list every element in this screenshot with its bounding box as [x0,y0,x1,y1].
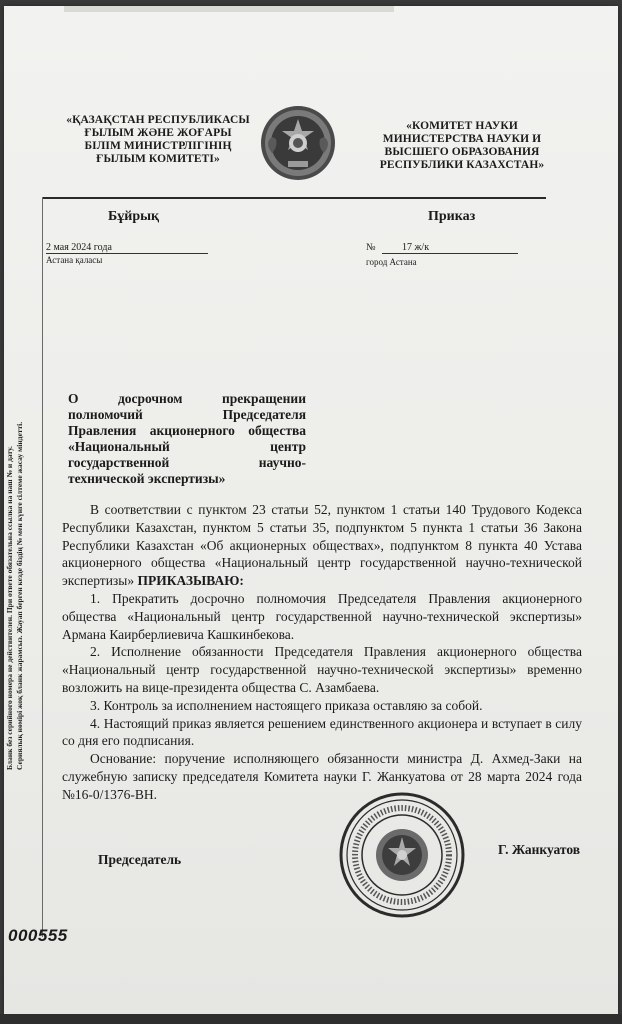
state-emblem-icon [258,103,338,183]
header-ru-line: МИНИСТЕРСТВА НАУКИ И [382,133,542,145]
header-ru [364,120,560,172]
header-kz-line: БІЛІМ МИНИСТРЛІГІНІҢ [84,140,232,152]
order-number-value: 17 ж/к [402,242,430,253]
header-kz-line: «ҚАЗАҚСТАН РЕСПУБЛИКАСЫ [66,114,250,126]
order-item: 3. Контроль за исполнением настоящего приказа оставляю за собой. [90,697,483,713]
order-number-prefix: № [366,242,376,253]
order-kind-ru: Приказ [428,209,476,224]
subject-line: О досрочном прекращении [68,391,306,406]
blank-serial-number: 000555 [8,926,68,945]
margin-line [42,197,43,937]
background-edge [0,1014,622,1024]
order-body [62,501,582,804]
order-city-ru: город Астана [366,257,417,267]
subject-line: Правления акционерного общества [68,423,306,438]
signatory-title: Председатель [98,852,182,867]
header-divider [42,197,546,199]
paper-edge [64,6,394,12]
preamble-text: В соответствии с пунктом 23 статьи 52, пунктом 1 статьи 140 Трудового Кодекса Республики Казахстан, пунктом 5 статьи 35, подпунктом 5 пункта 1 статьи 36 Закона Республики Казахстан «Об акционерных обществах», подпунктом 8 пункта 40 Устава акционерного общества «Национальный центр государственной научно-технической экспертизы» [62,502,582,589]
header-ru-line: РЕСПУБЛИКИ КАЗАХСТАН» [379,159,545,171]
sidebar-notice-line: Бланк без серийного номера не действителен. При ответе обязательна ссылка на наш № и дату. [5,446,14,770]
subject-line: «Национальный центр [68,439,306,454]
basis-paragraph: Основание: поручение исполняющего обязанности министра Д. Ахмед-Заки на служебную записку председателя Комитета науки Г. Жанкуатова от 28 марта 2024 года №16-0/1376-ВН. [62,751,582,802]
header-ru-line: «КОМИТЕТ НАУКИ [406,120,518,132]
order-city-kz: Астана қаласы [46,255,103,265]
header-kz-line: ҒЫЛЫМ КОМИТЕТІ» [96,153,220,165]
order-number [382,242,518,254]
order-kind-kz: Бұйрық [108,209,160,224]
header-kz [60,114,256,166]
order-item: 2. Исполнение обязанности Председателя Правления акционерного общества «Национальный центр государственной научно-технической экспертизы» временно возложить на вице-президента общества С. Азамбаева. [62,644,582,695]
subject-line: полномочий Председателя [68,407,306,422]
subject-line: государственной научно- [68,455,306,470]
preamble-paragraph [62,501,582,590]
order-subject [68,391,306,487]
header-kz-line: ҒЫЛЫМ ЖӘНЕ ЖОҒАРЫ [84,127,232,139]
document-page [4,6,618,1018]
subject-line: технической экспертизы» [68,471,226,486]
blank-notice-sidebar [1,300,31,770]
header-ru-line: ВЫСШЕГО ОБРАЗОВАНИЯ [384,146,540,158]
order-item: 1. Прекратить досрочно полномочия Председателя Правления акционерного общества «Национальный центр государственной научно-технической экспертизы» Армана Каирберлиевича Кашкинбекова. [62,590,582,642]
order-word: ПРИКАЗЫВАЮ: [137,573,244,589]
order-date-value: 2 мая 2024 года [46,242,112,253]
sidebar-notice-line: Сериялық нөмірі жоқ бланк жарамсыз. Жауап берген кезде біздің № мен күнге сілтеме жасау міндетті. [15,421,24,770]
signatory-name: Г. Жанкуатов [498,842,581,857]
order-item: 4. Настоящий приказ является решением единственного акционера и вступает в силу со дня его подписания. [62,715,582,749]
official-seal-icon [338,791,466,919]
order-date [46,242,208,254]
